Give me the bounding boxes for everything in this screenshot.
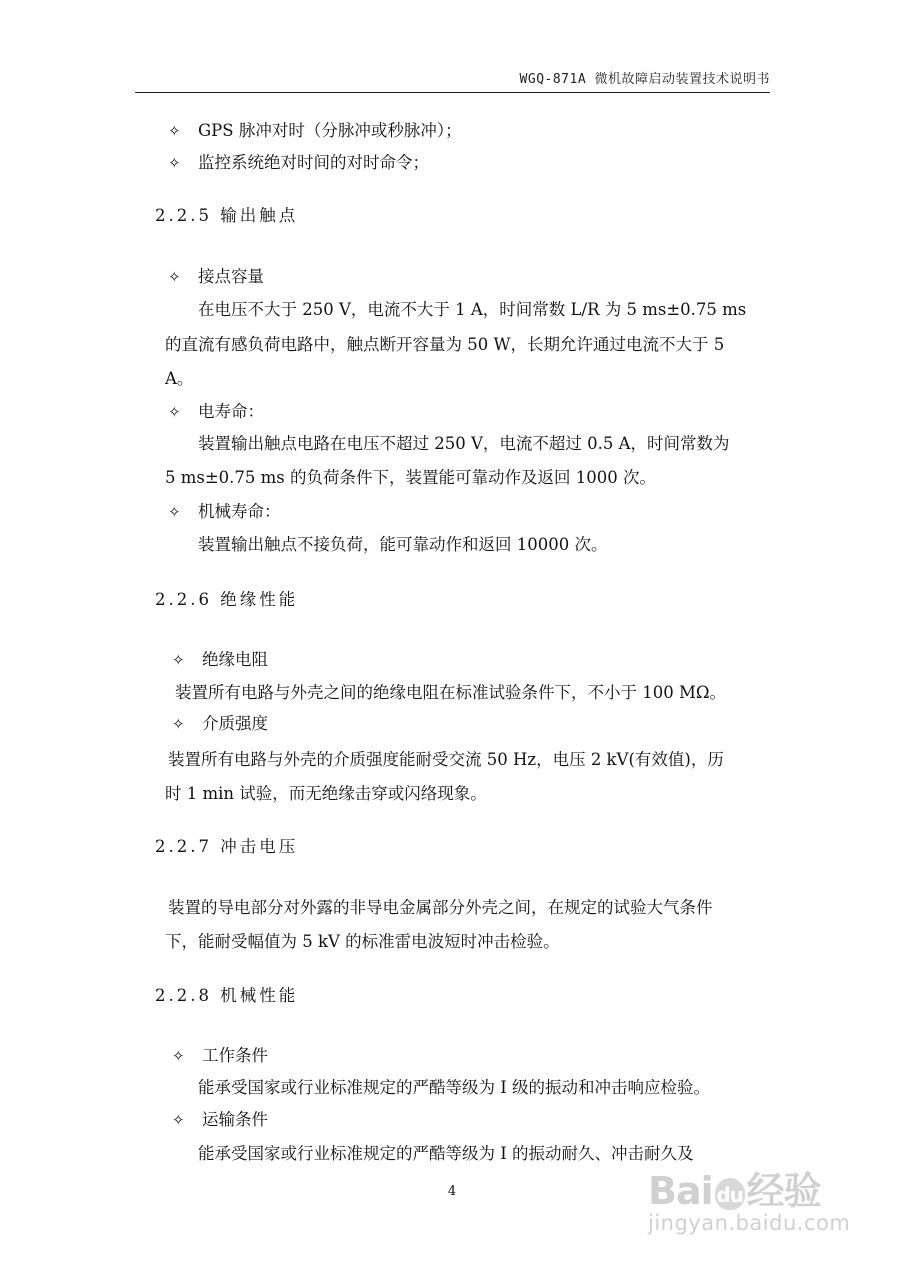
diamond-bullet-icon: ✧: [172, 651, 185, 669]
diamond-bullet-icon: ✧: [168, 503, 181, 521]
baidu-logo: Bai du经验: [648, 1169, 821, 1213]
paragraph-line: 能承受国家或行业标准规定的严酷等级为 Ⅰ 级的振动和冲击响应检验。: [198, 1078, 711, 1097]
paragraph-line: 在电压不大于 250 V，电流不大于 1 A，时间常数 L/R 为 5 ms±0.75 ms: [198, 300, 747, 319]
section-heading: 2.2.7 冲击电压: [155, 837, 299, 856]
bullet-item: ✧ 接点容量: [168, 267, 264, 286]
bullet-item: ✧ 机械寿命：: [168, 502, 281, 521]
bullet-item: ✧ 监控系统绝对时间的对时命令；: [168, 153, 429, 172]
running-header: WGQ-871A 微机故障启动装置技术说明书: [519, 72, 770, 87]
paragraph-line: 装置输出触点不接负荷，能可靠动作和返回 10000 次。: [198, 535, 608, 554]
paragraph-line: A。: [165, 369, 194, 388]
paragraph-line: 装置的导电部分对外露的非导电金属部分外壳之间，在规定的试验大气条件: [168, 898, 713, 917]
baidu-watermark: [648, 1160, 858, 1250]
diamond-bullet-icon: ✧: [172, 1111, 185, 1129]
page-number: 4: [447, 1184, 457, 1199]
section-heading: 2.2.6 绝缘性能: [155, 590, 299, 609]
paragraph-line: 的直流有感负荷电路中，触点断开容量为 50 W，长期允许通过电流不大于 5: [165, 335, 725, 354]
diamond-bullet-icon: ✧: [168, 403, 181, 421]
bullet-item: ✧ 电寿命：: [168, 402, 264, 421]
watermark-url: jingyan.baidu.com: [648, 1211, 851, 1235]
paragraph-line: 装置输出触点电路在电压不超过 250 V，电流不超过 0.5 A，时间常数为: [198, 434, 730, 453]
bullet-item: ✧ 运输条件: [172, 1110, 268, 1129]
paragraph-line: 时 1 min 试验，而无绝缘击穿或闪络现象。: [165, 784, 487, 803]
paragraph-line: 装置所有电路与外壳之间的绝缘电阻在标准试验条件下，不小于 100 MΩ。: [175, 683, 727, 702]
bullet-item: ✧ 绝缘电阻: [172, 650, 268, 669]
diamond-bullet-icon: ✧: [172, 715, 185, 733]
section-heading: 2.2.5 输出触点: [155, 206, 299, 225]
diamond-bullet-icon: ✧: [168, 268, 181, 286]
diamond-bullet-icon: ✧: [168, 122, 181, 140]
diamond-bullet-icon: ✧: [172, 1047, 185, 1065]
paragraph-line: 下，能耐受幅值为 5 kV 的标准雷电波短时冲击检验。: [165, 932, 560, 951]
paragraph-line: 装置所有电路与外壳的介质强度能耐受交流 50 Hz，电压 2 kV(有效值)，历: [168, 750, 724, 769]
paragraph-line: 5 ms±0.75 ms 的负荷条件下，装置能可靠动作及返回 1000 次。: [165, 468, 657, 487]
bullet-item: ✧ 介质强度: [172, 714, 268, 733]
section-heading: 2.2.8 机械性能: [155, 986, 299, 1005]
paragraph-line: 能承受国家或行业标准规定的严酷等级为 Ⅰ 的振动耐久、冲击耐久及: [198, 1144, 694, 1163]
diamond-bullet-icon: ✧: [168, 154, 181, 172]
bullet-item: ✧ 工作条件: [172, 1046, 268, 1065]
header-rule: [135, 92, 770, 93]
paw-icon: du: [715, 1178, 745, 1210]
bullet-item: ✧ GPS 脉冲对时（分脉冲或秒脉冲）；: [168, 121, 462, 140]
